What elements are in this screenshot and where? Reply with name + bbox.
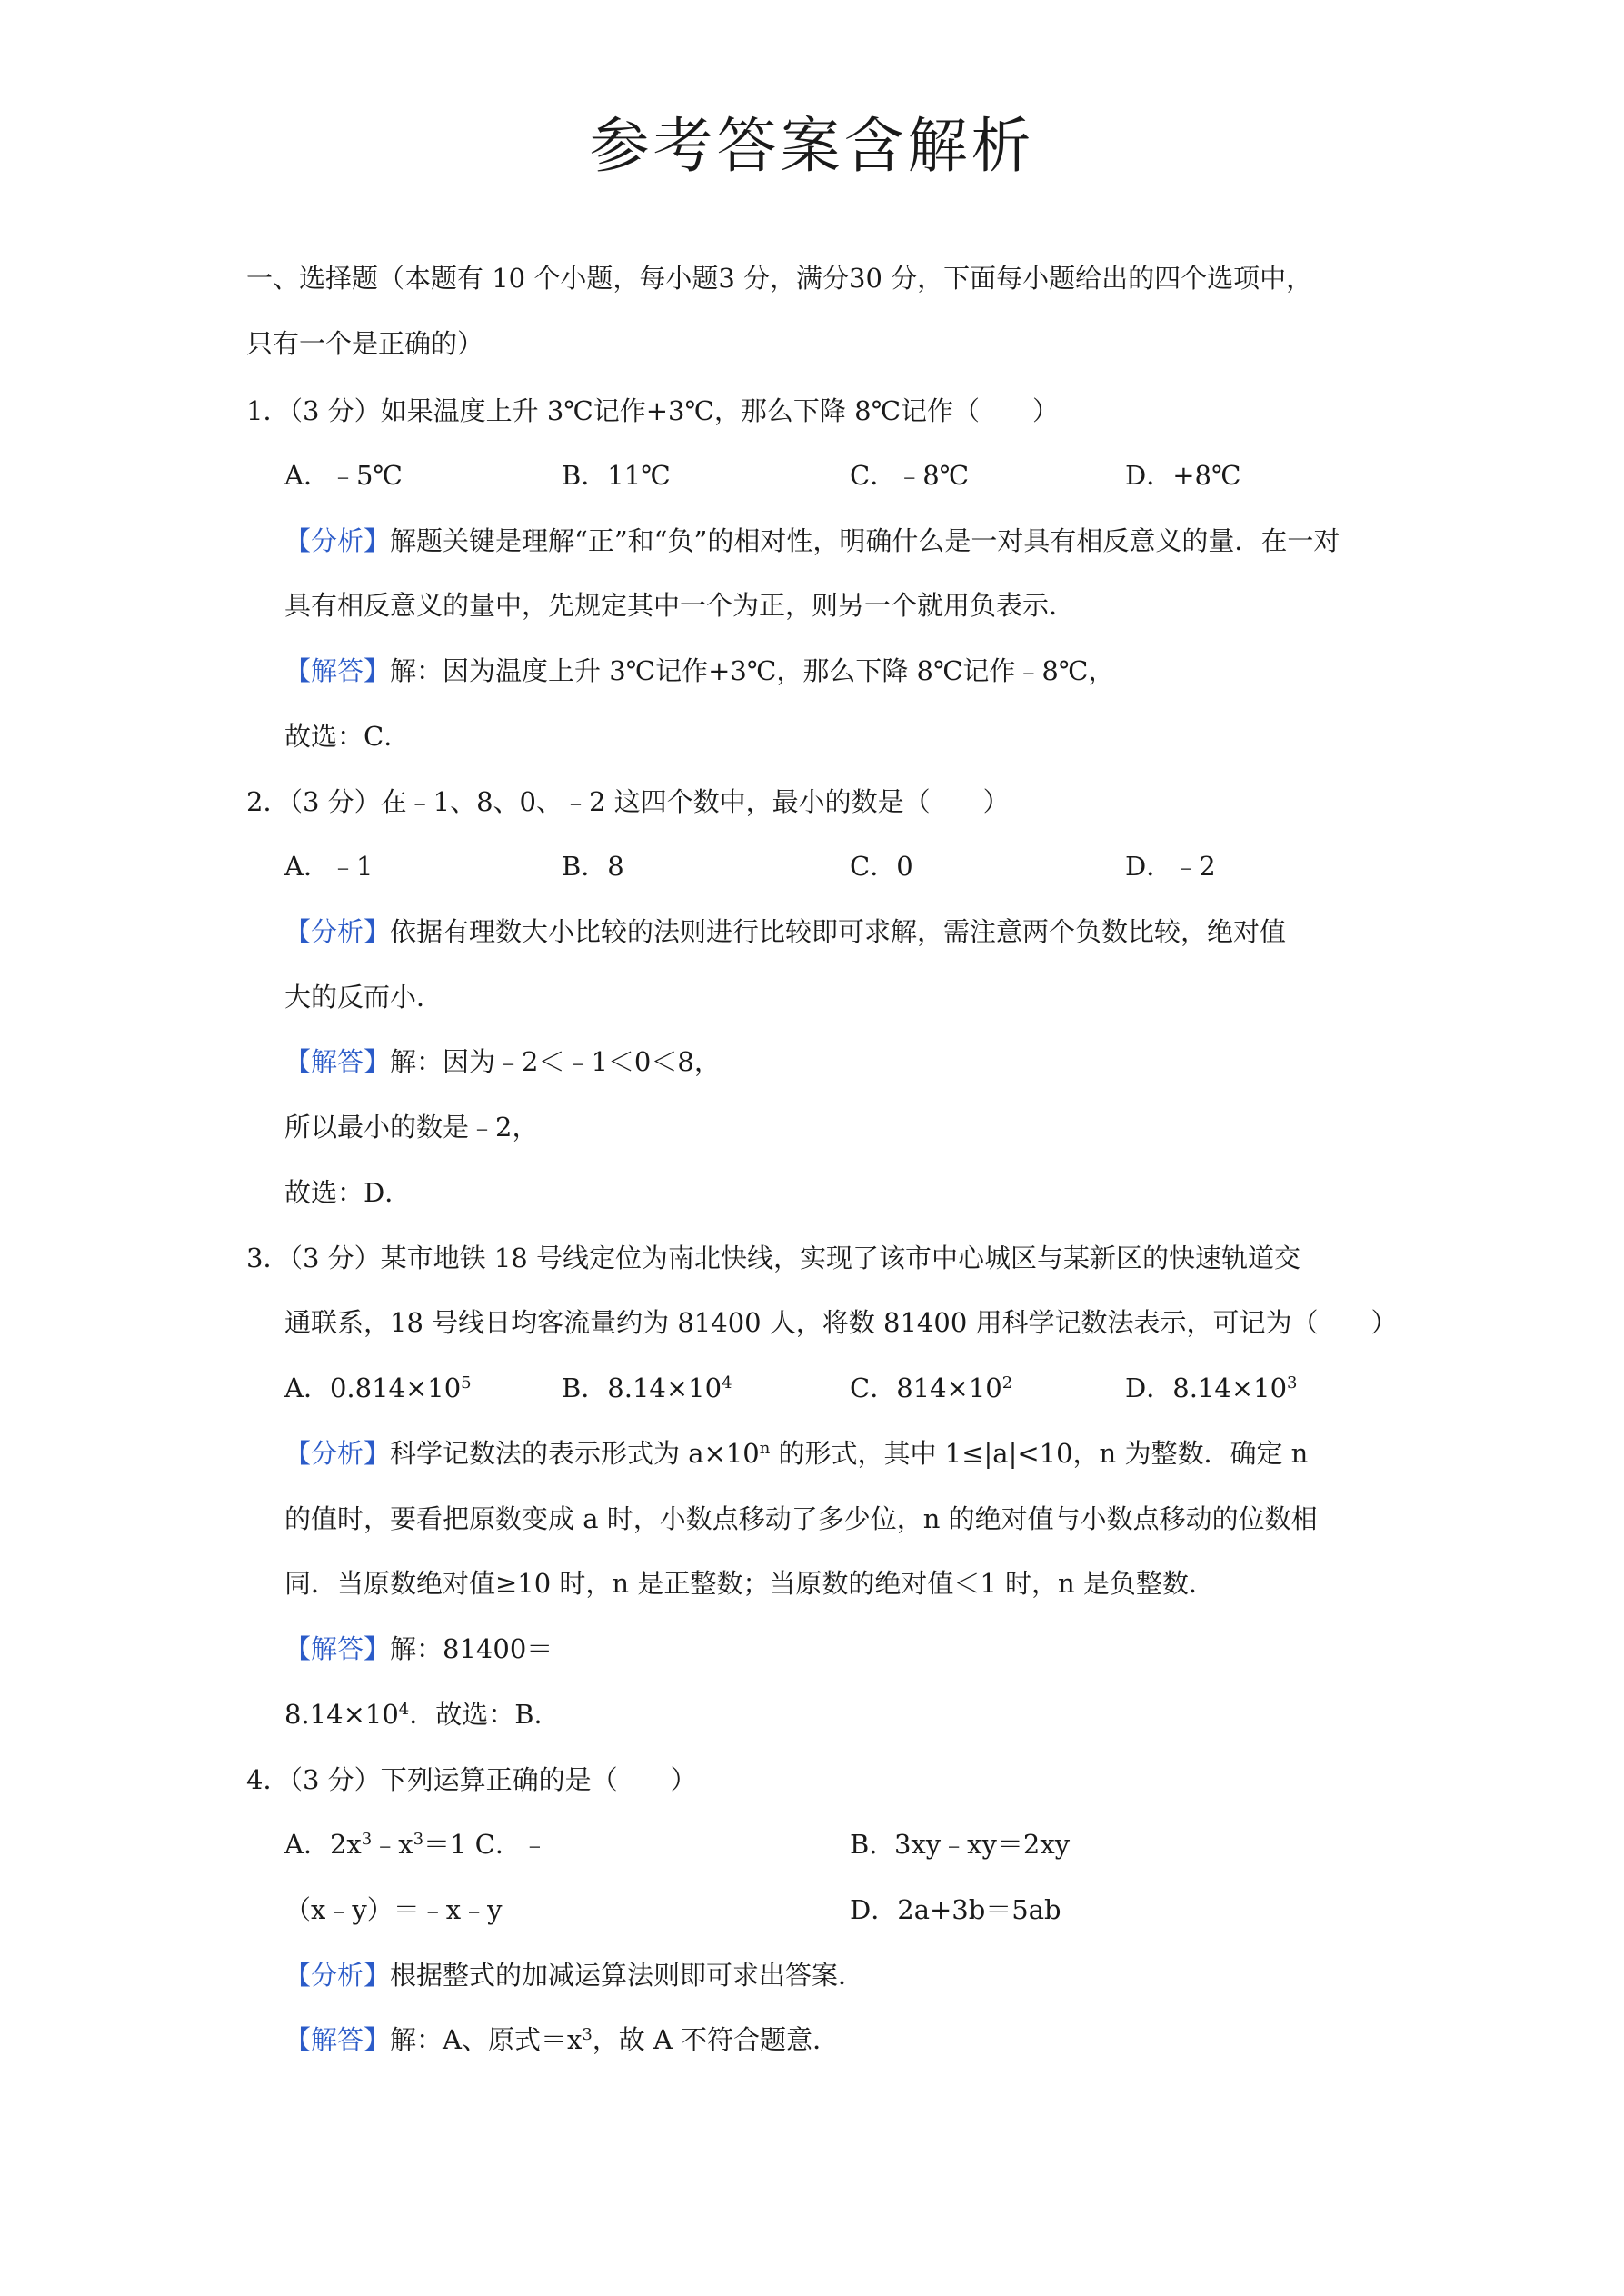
q4-option-a: A．$2x^3﹣x^3=1$ C．﹣ xyxy=(284,1829,548,1860)
q1-option-d: D．+8℃ xyxy=(1125,460,1241,491)
q1-option-b: B．11℃ xyxy=(562,460,671,491)
q1-option-c: C．﹣8℃ xyxy=(850,460,970,491)
page-title: 参考答案含解析 xyxy=(589,111,1035,181)
answer-tag: 【解答】 xyxy=(284,1633,391,1664)
answer-tag: 【解答】 xyxy=(284,2024,391,2055)
analysis-tag: 【分析】 xyxy=(284,1960,391,1991)
q4-option-c-continued: （x﹣y）＝﹣x﹣y xyxy=(284,1894,503,1925)
q3-answer-line2: $8.14\times 10^4$．故选：B． xyxy=(284,1699,561,1730)
q2-stem: 2．（3 分）在﹣1、8、0、﹣2 这四个数中，最小的数是（ ） xyxy=(246,786,1010,817)
q4-option-d: D．2a+3b＝5ab xyxy=(850,1894,1061,1925)
q3-stem-line1: 3．（3 分）某市地铁 18 号线定位为南北快线，实现了该市中心城区与某新区的快速轨道交 xyxy=(246,1243,1300,1273)
q2-answer-line3: 故选：D． xyxy=(284,1177,412,1208)
q2-option-a: A．﹣1 xyxy=(284,851,374,882)
q3-option-c: C．$814\times 10^2$ xyxy=(850,1373,1013,1403)
q1-answer-line1: 【解答】解：因为温度上升 3℃记作+3℃，那么下降 8℃记作﹣8℃， xyxy=(284,655,1115,686)
q3-option-d: D．$8.14\times 10^3$ xyxy=(1125,1373,1298,1403)
q3-answer-line1: 【解答】解：81400＝ xyxy=(284,1633,553,1664)
q1-analysis-line1: 【分析】解题关键是理解“正”和“负”的相对性，明确什么是一对具有相反意义的量．在一对 xyxy=(284,525,1340,556)
q3-option-a: A．$0.814\times 10^5$ xyxy=(284,1373,472,1403)
q2-analysis-line1: 【分析】依据有理数大小比较的法则进行比较即可求解，需注意两个负数比较，绝对值 xyxy=(284,916,1287,947)
analysis-tag: 【分析】 xyxy=(284,525,391,556)
q3-option-b: B．$8.14\times 10^4$ xyxy=(562,1373,732,1403)
q3-analysis-line2: 的值时，要看把原数变成 a 时，小数点移动了多少位，n 的绝对值与小数点移动的位数相 xyxy=(284,1503,1318,1534)
q2-analysis-line2: 大的反而小． xyxy=(284,982,443,1013)
section-heading-line1: 一、选择题（本题有 10 个小题，每小题3 分，满分30 分，下面每小题给出的四个选项中， xyxy=(246,263,1313,294)
q3-analysis-line1: 【分析】科学记数法的表示形式为 $a\times 10^n$ 的形式，其中 1≤|a|<10，n 为整数．确定 n xyxy=(284,1438,1309,1469)
q1-stem: 1．（3 分）如果温度上升 3℃记作+3℃，那么下降 8℃记作（ ） xyxy=(246,395,1060,426)
analysis-tag: 【分析】 xyxy=(284,916,391,947)
q2-answer-line1: 【解答】解：因为﹣2＜﹣1＜0＜8， xyxy=(284,1046,721,1077)
analysis-tag: 【分析】 xyxy=(284,1438,391,1469)
q2-option-c: C．0 xyxy=(850,851,913,882)
q2-option-b: B．8 xyxy=(562,851,624,882)
q2-answer-line2: 所以最小的数是﹣2， xyxy=(284,1112,539,1143)
q1-analysis-line2: 具有相反意义的量中，先规定其中一个为正，则另一个就用负表示． xyxy=(284,590,1076,621)
q3-analysis-line3: 同．当原数绝对值≥10 时，n 是正整数；当原数的绝对值＜1 时，n 是负整数． xyxy=(284,1568,1215,1599)
q4-stem: 4．（3 分）下列运算正确的是（ ） xyxy=(246,1764,697,1795)
section-heading-line2: 只有一个是正确的） xyxy=(246,328,484,359)
q3-stem-line2: 通联系，18 号线日均客流量约为 81400 人，将数 81400 用科学记数法表示，可记为（ ） xyxy=(284,1307,1398,1338)
q4-analysis-line1: 【分析】根据整式的加减运算法则即可求出答案． xyxy=(284,1960,865,1991)
answer-tag: 【解答】 xyxy=(284,1046,391,1077)
q4-option-b: B. 3xy﹣xy＝2xy xyxy=(850,1829,1071,1860)
q4-answer-line1: 【解答】解：A、原式$=x^3$，故 A 不符合题意． xyxy=(284,2024,840,2055)
q1-option-a: A．﹣5℃ xyxy=(284,460,403,491)
q2-option-d: D．﹣2 xyxy=(1125,851,1216,882)
q1-answer-line2: 故选：C． xyxy=(284,721,411,752)
answer-tag: 【解答】 xyxy=(284,655,391,686)
